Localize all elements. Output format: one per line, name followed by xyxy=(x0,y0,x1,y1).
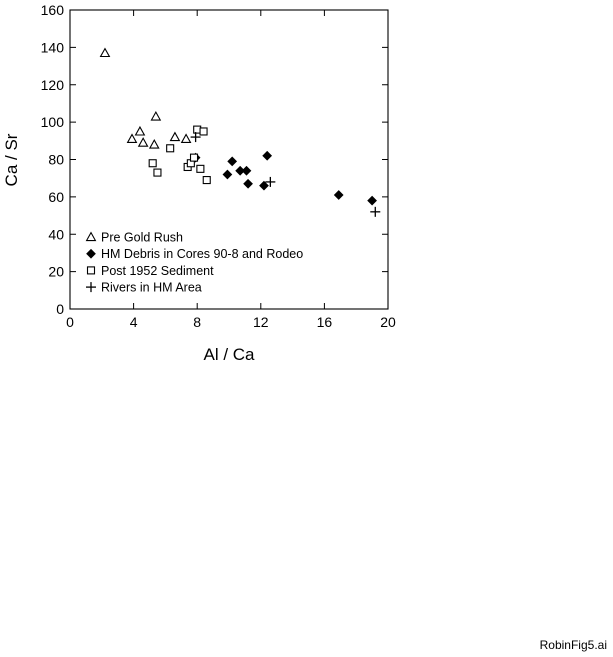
x-tick-label: 4 xyxy=(129,314,138,330)
data-point xyxy=(171,133,180,141)
legend-label: Rivers in HM Area xyxy=(101,280,202,295)
data-point xyxy=(167,145,174,152)
legend-marker xyxy=(88,267,95,274)
legend-label: Post 1952 Sediment xyxy=(101,263,214,278)
data-point xyxy=(228,157,237,166)
data-point xyxy=(200,128,207,135)
data-point xyxy=(244,179,253,188)
x-axis-title: Al / Ca xyxy=(203,345,255,364)
y-tick-label: 100 xyxy=(40,114,64,131)
y-tick-label: 120 xyxy=(40,76,64,93)
data-point xyxy=(182,135,191,143)
axis-ticks xyxy=(41,2,396,330)
legend-marker xyxy=(87,233,96,241)
data-point xyxy=(334,191,343,200)
data-point xyxy=(197,165,204,172)
x-tick-label: 20 xyxy=(380,314,396,330)
data-point xyxy=(191,154,198,161)
legend xyxy=(86,231,303,295)
data-point xyxy=(149,160,156,167)
data-point xyxy=(128,135,137,143)
y-tick-label: 60 xyxy=(48,188,64,205)
data-point xyxy=(154,169,161,176)
data-point xyxy=(150,140,159,148)
x-tick-label: 12 xyxy=(253,314,269,330)
data-points xyxy=(101,49,381,217)
data-point xyxy=(260,181,269,190)
data-point xyxy=(136,127,145,135)
data-point xyxy=(203,177,210,184)
data-point xyxy=(101,49,110,57)
data-point xyxy=(151,112,160,120)
y-tick-label: 160 xyxy=(40,2,64,18)
data-point xyxy=(368,196,377,205)
x-tick-label: 0 xyxy=(66,314,74,330)
legend-marker xyxy=(87,249,96,258)
data-point xyxy=(370,207,380,217)
y-tick-label: 20 xyxy=(48,263,64,280)
x-tick-label: 16 xyxy=(316,314,333,330)
legend-label: HM Debris in Cores 90-8 and Rodeo xyxy=(101,247,304,262)
y-tick-label: 80 xyxy=(48,151,64,168)
x-tick-label: 8 xyxy=(193,314,202,330)
y-tick-label: 0 xyxy=(56,301,64,317)
file-name-label: RobinFig5.ai xyxy=(539,638,607,652)
y-axis-title: Ca / Sr xyxy=(2,133,21,187)
y-tick-label: 40 xyxy=(48,226,64,243)
y-tick-label: 140 xyxy=(40,39,64,56)
data-point xyxy=(139,138,148,146)
data-point xyxy=(242,166,251,175)
legend-marker xyxy=(86,282,96,292)
legend-label: Pre Gold Rush xyxy=(101,230,183,245)
data-point xyxy=(223,170,232,179)
data-point xyxy=(263,151,272,160)
